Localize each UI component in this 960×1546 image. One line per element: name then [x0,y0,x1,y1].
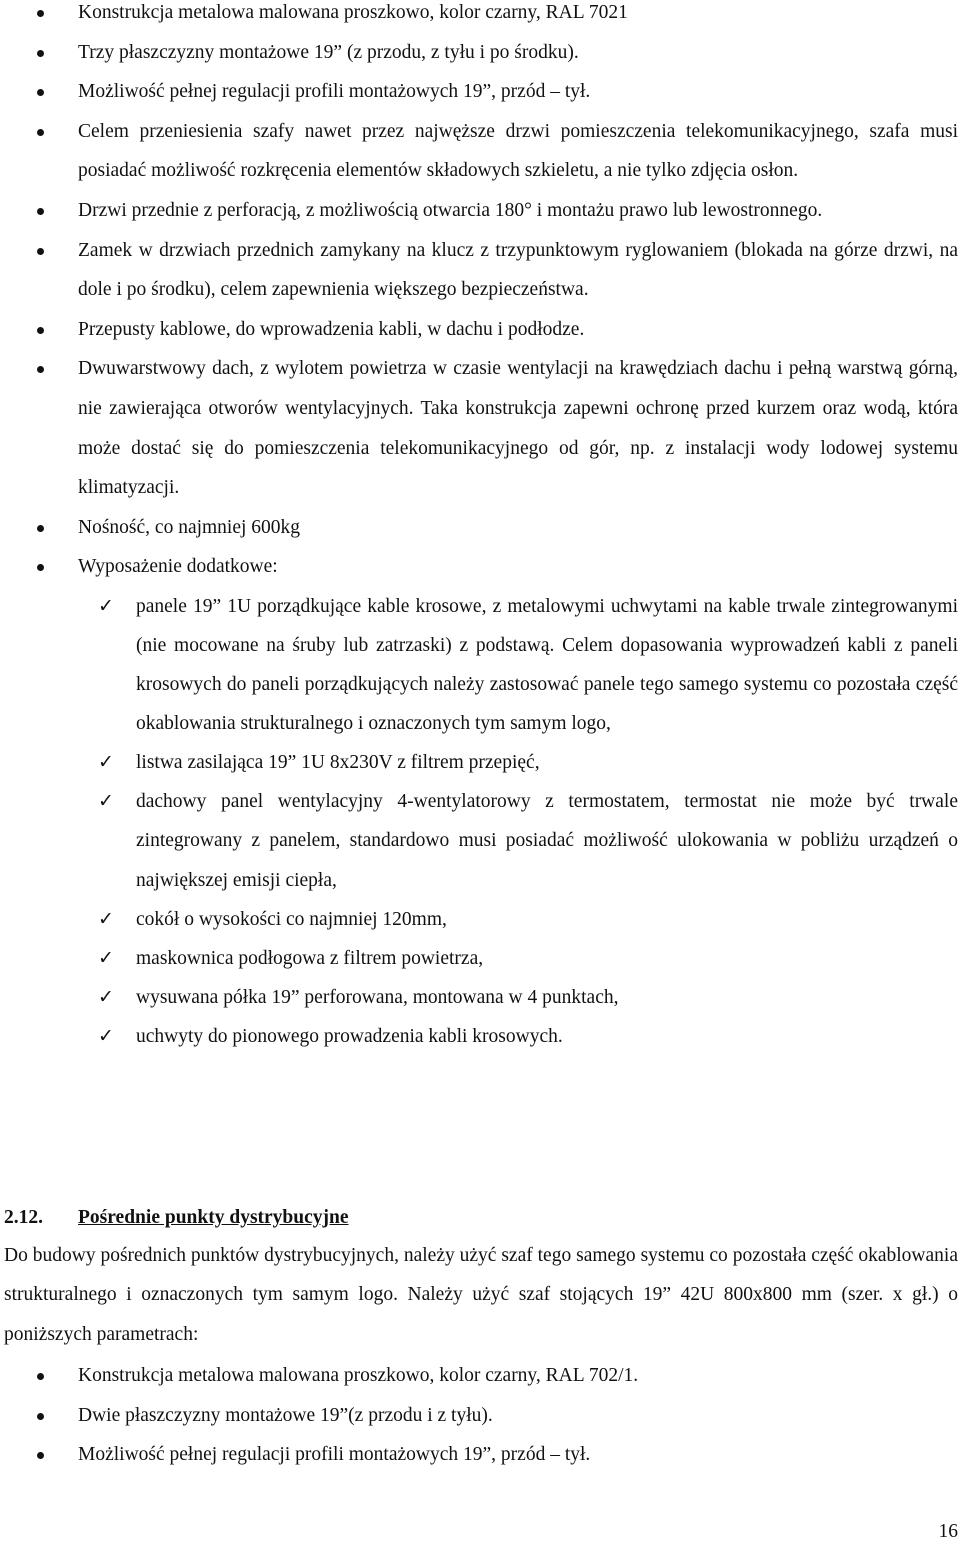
list-item [0,1396,960,1436]
list-item [0,72,960,112]
equipment-item [0,587,960,743]
bullet-icon [30,1396,50,1436]
list-item-text: Dwuwarstwowy dach, z wylotem powietrza w czasie wentylacji na krawędziach dachu i pełną warstwą górną, nie zawierająca otworów wentylacyjnych. Taka konstrukcja zapewni ochronę przed kurzem oraz wodą, która może dostać się do pomieszczenia telekomunikacyjnego od gór, np. z instalacji wody lodowej systemu klimatyzacji. [78,358,958,499]
bullet-icon [30,349,50,389]
checkmark-icon: ✓ [98,985,114,1008]
checkmark-icon: ✓ [98,907,114,930]
bullet-icon [30,72,50,112]
list-item-text: Konstrukcja metalowa malowana proszkowo, kolor czarny, RAL 702/1. [78,1365,639,1386]
equipment-item [0,939,960,978]
checkmark-icon: ✓ [98,1024,114,1047]
checkmark-icon: ✓ [98,790,114,813]
equipment-item [0,978,960,1017]
section-heading [4,1200,349,1236]
bullet-icon [30,1356,50,1396]
section-number: 2.12. [4,1207,43,1228]
checkmark-icon: ✓ [98,946,114,969]
equipment-item [0,1017,960,1056]
list-item [0,33,960,73]
list-item [0,231,960,310]
bullet-icon [30,0,50,33]
parameters-list [0,1356,960,1475]
list-item-text: Zamek w drzwiach przednich zamykany na klucz z trzypunktowym ryglowaniem (blokada na górze drzwi, na dole i po środku), celem zapewnienia większego bezpieczeństwa. [78,239,958,301]
equipment-item [0,782,960,899]
list-item-text: Możliwość pełnej regulacji profili montażowych 19”, przód – tył. [78,1444,591,1466]
checkmark-icon: ✓ [98,751,114,774]
equipment-item-text: listwa zasilająca 19” 1U 8x230V z filtrem przepięć, [136,752,540,774]
section-title: Pośrednie punkty dystrybucyjne [78,1207,349,1228]
list-item-text: Celem przeniesienia szafy nawet przez najwęższe drzwi pomieszczenia telekomunikacyjnego, szafa musi posiadać możliwość rozkręcenia elementów składowych szkieletu, a nie tylko zdjęcia osłon. [78,120,958,182]
equipment-item [0,743,960,782]
list-item-text: Możliwość pełnej regulacji profili montażowych 19”, przód – tył. [78,81,591,103]
bullet-icon [30,112,50,152]
checkmark-icon: ✓ [98,594,114,617]
list-item-text: Dwie płaszczyzny montażowe 19”(z przodu i z tyłu). [78,1404,493,1426]
list-item [0,547,960,587]
equipment-item-text: uchwyty do pionowego prowadzenia kabli krosowych. [136,1025,563,1047]
equipment-item-text: wysuwana półka 19” perforowana, montowana w 4 punktach, [136,986,619,1008]
list-item [0,0,960,33]
list-item [0,349,960,507]
list-item [0,191,960,231]
bullet-icon [30,1435,50,1475]
bullet-icon [30,310,50,350]
list-item [0,112,960,191]
equipment-item [0,900,960,939]
bullet-icon [30,547,50,587]
equipment-item-text: cokół o wysokości co najmniej 120mm, [136,908,447,930]
list-item [0,1435,960,1475]
list-item-text: Konstrukcja metalowa malowana proszkowo, kolor czarny, RAL 7021 [78,2,628,23]
list-item [0,1356,960,1396]
equipment-item-text: maskownica podłogowa z filtrem powietrza, [136,947,484,969]
list-item [0,310,960,350]
list-item-text: Drzwi przednie z perforacją, z możliwością otwarcia 180° i montażu prawo lub lewostronnego. [78,199,823,221]
bullet-icon [30,191,50,231]
list-item-text: Przepusty kablowe, do wprowadzenia kabli, w dachu i podłodze. [78,318,585,340]
bullet-icon [30,231,50,271]
equipment-item-text: dachowy panel wentylacyjny 4-wentylatorowy z termostatem, termostat nie może być trwale zintegrowany z panelem, standardowo musi posiadać możliwość ulokowania w pobliżu urządzeń o największej emisji ciepła, [136,791,958,891]
list-item-text: Wyposażenie dodatkowe: [78,556,278,578]
equipment-item-text: panele 19” 1U porządkujące kable krosowe, z metalowymi uchwytami na kable trwale zintegrowanymi (nie mocowane na śruby lub zatrzaski) z podstawą. Celem dopasowania wyprowadzeń kabli z paneli krosowych do paneli porządkujących należy zastosować panele tego samego systemu co pozostała część okablowania strukturalnego i oznaczonych tym samym logo, [136,595,958,735]
list-item-text: Nośność, co najmniej 600kg [78,516,301,538]
bullet-icon [30,508,50,548]
bullet-icon [30,33,50,73]
list-item-text: Trzy płaszczyzny montażowe 19” (z przodu, z tyłu i po środku). [78,41,579,63]
list-item [0,508,960,548]
page-number: 16 [938,1521,958,1542]
section-intro-paragraph: Do budowy pośrednich punktów dystrybucyjnych, należy użyć szaf tego samego systemu co pozostała część okablowania strukturalnego i oznaczonych tym samym logo. Należy użyć szaf stojących 19” 42U 800x800 mm (szer. x gł.) o poniższych parametrach: [4,1245,958,1345]
